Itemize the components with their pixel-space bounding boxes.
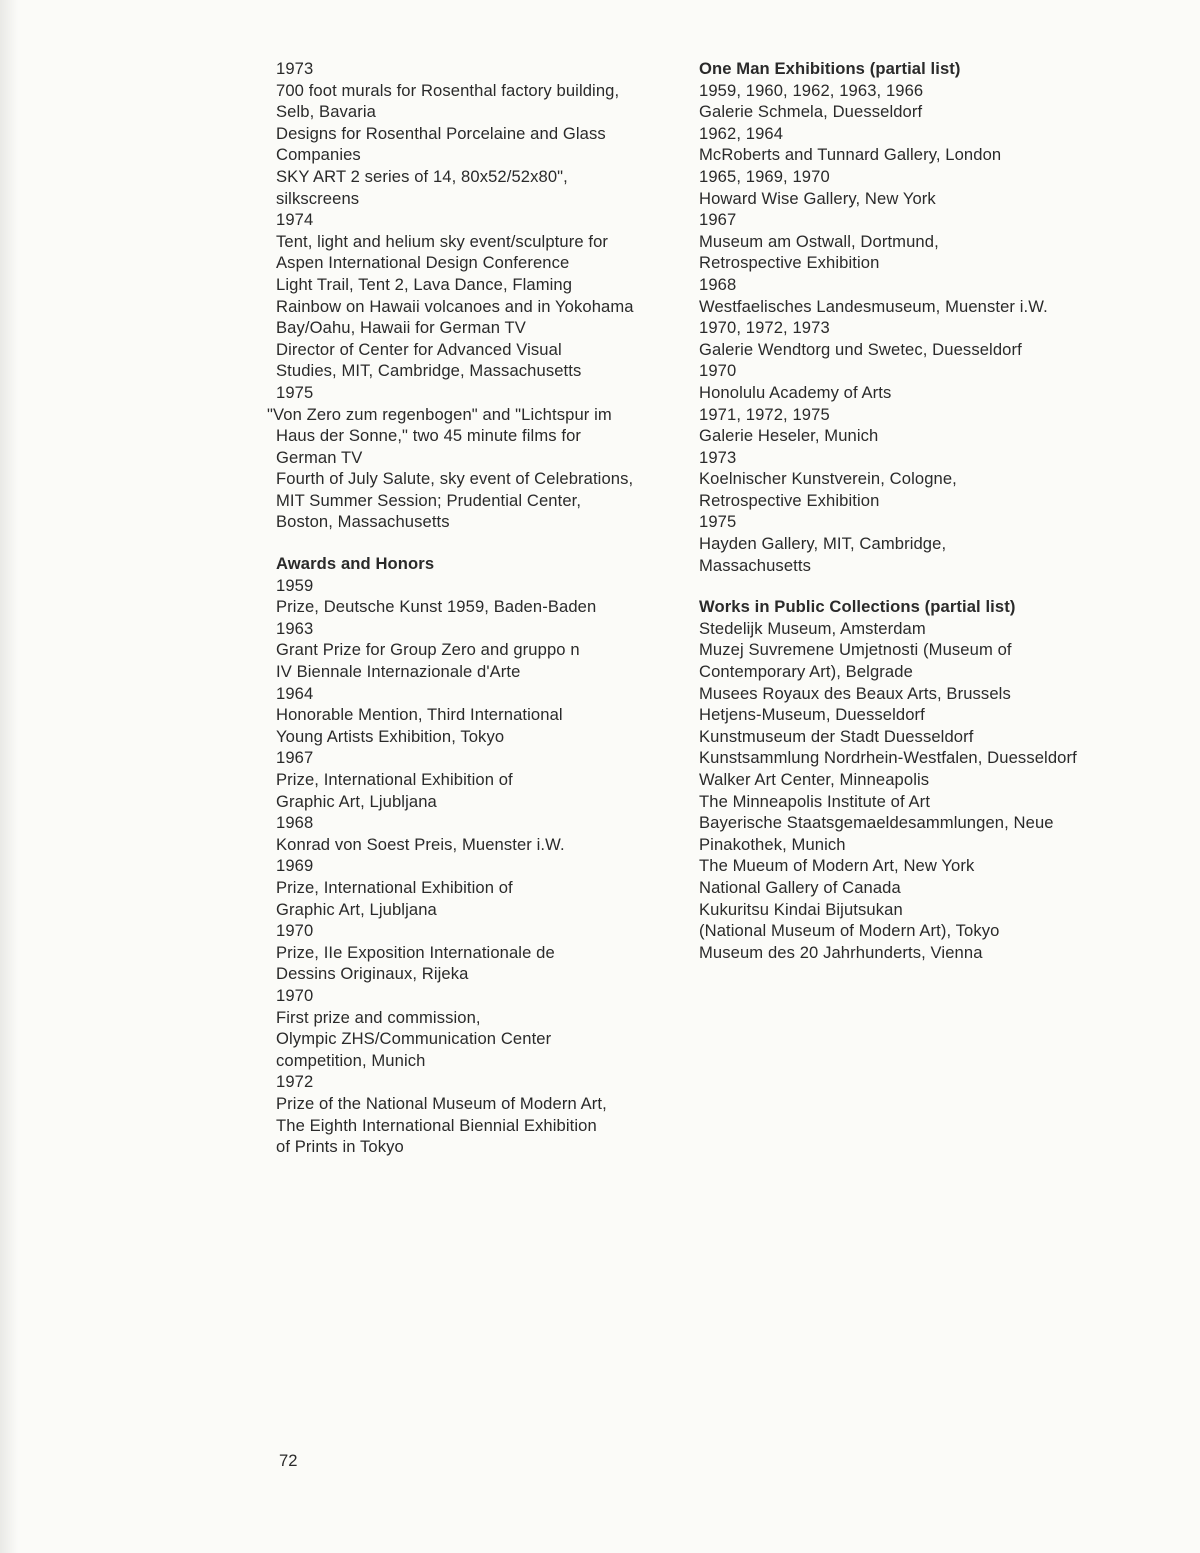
- award-line: Prize, International Exhibition of: [276, 770, 513, 789]
- left-column: [267, 58, 676, 1158]
- collection-line: Kunstmuseum der Stadt Duesseldorf: [699, 726, 974, 746]
- career-line: MIT Summer Session; Prudential Center,: [276, 490, 582, 510]
- exhibition-line: Galerie Schmela, Duesseldorf: [699, 102, 923, 122]
- exhibition-line: 1973: [699, 447, 737, 467]
- award-line: 1970: [276, 985, 314, 1005]
- career-line: Director of Center for Advanced Visual: [276, 339, 562, 359]
- career-line: 700 foot murals for Rosenthal factory building,: [276, 80, 620, 100]
- award-line: IV Biennale Internazionale d'Arte: [276, 662, 521, 682]
- award-line: Konrad von Soest Preis, Muenster i.W.: [276, 834, 565, 854]
- award-line: The Eighth International Biennial Exhibition: [276, 1115, 597, 1135]
- collection-line: Museum des 20 Jahrhunderts, Vienna: [699, 942, 983, 962]
- award-line: Graphic Art, Ljubljana: [276, 791, 437, 811]
- exhibition-line: Retrospective Exhibition: [699, 253, 880, 273]
- exhibition-line: 1967: [699, 210, 737, 230]
- collection-line: (National Museum of Modern Art), Tokyo: [699, 921, 1000, 941]
- collection-line: Kukuritsu Kindai Bijutsukan: [699, 899, 903, 919]
- career-line: Bay/Oahu, Hawaii for German TV: [276, 318, 526, 338]
- exhibition-line: Hayden Gallery, MIT, Cambridge,: [699, 534, 947, 554]
- exhibition-line: Howard Wise Gallery, New York: [699, 188, 936, 208]
- collection-line: National Gallery of Canada: [699, 877, 901, 897]
- collection-line: The Minneapolis Institute of Art: [699, 791, 931, 811]
- award-line: 1959: [276, 575, 314, 595]
- award-line: Dessins Originaux, Rijeka: [276, 964, 469, 984]
- collection-line: Muzej Suvremene Umjetnosti (Museum of: [699, 640, 1012, 660]
- career-line: 1973: [276, 59, 314, 78]
- collection-line: Walker Art Center, Minneapolis: [699, 770, 930, 789]
- collection-line: Stedelijk Museum, Amsterdam: [699, 618, 926, 638]
- exhibition-line: Retrospective Exhibition: [699, 490, 880, 510]
- award-line: 1963: [276, 618, 314, 638]
- award-line: First prize and commission,: [276, 1007, 481, 1027]
- career-line: Light Trail, Tent 2, Lava Dance, Flaming: [276, 274, 573, 294]
- career-line: SKY ART 2 series of 14, 80x52/52x80",: [276, 166, 568, 186]
- exhibition-line: Galerie Wendtorg und Swetec, Duesseldorf: [699, 339, 1022, 359]
- career-line: silkscreens: [276, 188, 360, 208]
- award-line: of Prints in Tokyo: [276, 1137, 404, 1157]
- career-line: Designs for Rosenthal Porcelaine and Glass: [276, 123, 606, 143]
- award-line: 1964: [276, 683, 314, 703]
- collection-line: Kunstsammlung Nordrhein-Westfalen, Duesseldorf: [699, 748, 1077, 768]
- collection-line: Bayerische Staatsgemaeldesammlungen, Neue: [699, 813, 1054, 833]
- award-line: Prize, Deutsche Kunst 1959, Baden-Baden: [276, 597, 597, 617]
- career-line: Fourth of July Salute, sky event of Celebrations,: [276, 469, 634, 489]
- collection-line: The Mueum of Modern Art, New York: [699, 856, 975, 876]
- career-line: Companies: [276, 145, 361, 165]
- exhibition-line: 1965, 1969, 1970: [699, 166, 830, 186]
- right-column: [699, 58, 1139, 963]
- exhibition-line: 1959, 1960, 1962, 1963, 1966: [699, 80, 924, 100]
- career-line: Tent, light and helium sky event/sculpture for: [276, 231, 609, 251]
- exhibitions-list: [699, 80, 1139, 577]
- exhibition-line: Koelnischer Kunstverein, Cologne,: [699, 469, 957, 489]
- career-list: [267, 58, 676, 533]
- award-line: Grant Prize for Group Zero and gruppo n: [276, 640, 580, 660]
- exhibitions-heading: One Man Exhibitions (partial list): [699, 59, 961, 78]
- exhibition-line: Museum am Ostwall, Dortmund,: [699, 231, 939, 251]
- career-line: "Von Zero zum regenbogen" and "Lichtspur im: [267, 404, 612, 424]
- page-number: 72: [279, 1451, 298, 1470]
- exhibition-line: 1970: [699, 361, 737, 381]
- award-line: Graphic Art, Ljubljana: [276, 899, 437, 919]
- exhibition-line: Honolulu Academy of Arts: [699, 382, 892, 402]
- exhibition-line: 1962, 1964: [699, 123, 784, 143]
- exhibition-line: Westfaelisches Landesmuseum, Muenster i.W.: [699, 296, 1048, 316]
- career-line: Studies, MIT, Cambridge, Massachusetts: [276, 361, 582, 381]
- exhibition-line: 1971, 1972, 1975: [699, 404, 830, 424]
- page-edge-shadow: [0, 0, 18, 1553]
- award-line: Prize, International Exhibition of: [276, 877, 513, 897]
- award-line: Young Artists Exhibition, Tokyo: [276, 726, 505, 746]
- exhibition-line: 1968: [699, 274, 737, 294]
- award-line: 1972: [276, 1072, 314, 1092]
- career-line: Haus der Sonne," two 45 minute films for: [276, 426, 582, 446]
- career-line: German TV: [276, 447, 363, 467]
- career-line: Rainbow on Hawaii volcanoes and in Yokohama: [276, 296, 634, 316]
- collection-line: Pinakothek, Munich: [699, 834, 846, 854]
- award-line: 1968: [276, 813, 314, 833]
- exhibition-line: 1970, 1972, 1973: [699, 318, 830, 338]
- award-line: Prize, IIe Exposition Internationale de: [276, 942, 555, 962]
- collection-line: Contemporary Art), Belgrade: [699, 662, 913, 682]
- exhibition-line: Massachusetts: [699, 555, 811, 575]
- collection-line: Musees Royaux des Beaux Arts, Brussels: [699, 683, 1011, 703]
- career-line: 1974: [276, 210, 314, 230]
- collections-list: [699, 618, 1139, 964]
- career-line: Aspen International Design Conference: [276, 253, 570, 273]
- exhibition-line: McRoberts and Tunnard Gallery, London: [699, 145, 1002, 165]
- award-line: Honorable Mention, Third International: [276, 705, 563, 725]
- award-line: Olympic ZHS/Communication Center: [276, 1029, 552, 1049]
- career-line: Selb, Bavaria: [276, 102, 376, 122]
- exhibition-line: 1975: [699, 512, 737, 532]
- career-line: Boston, Massachusetts: [276, 512, 450, 532]
- award-line: competition, Munich: [276, 1050, 426, 1070]
- award-line: Prize of the National Museum of Modern Art,: [276, 1093, 607, 1113]
- award-line: 1969: [276, 856, 314, 876]
- exhibition-line: Galerie Heseler, Munich: [699, 426, 879, 446]
- collections-heading: Works in Public Collections (partial list): [699, 597, 1016, 617]
- collection-line: Hetjens-Museum, Duesseldorf: [699, 705, 925, 725]
- awards-list: [276, 575, 676, 1158]
- award-line: 1967: [276, 748, 314, 768]
- career-line: 1975: [276, 382, 314, 402]
- award-line: 1970: [276, 921, 314, 941]
- awards-heading: Awards and Honors: [276, 554, 435, 574]
